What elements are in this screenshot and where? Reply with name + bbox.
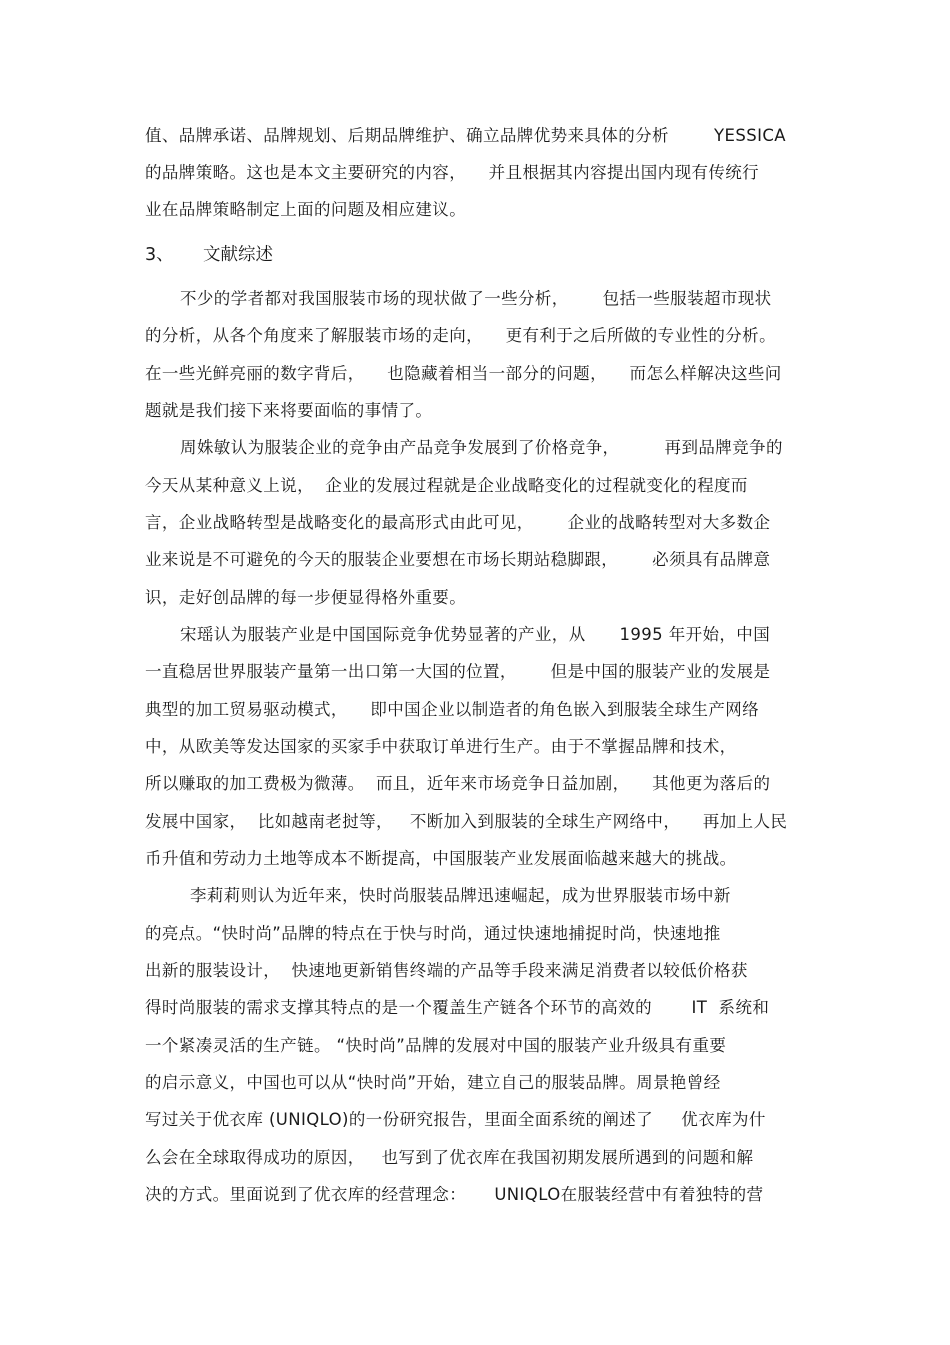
- p4-line-8: 么会在全球取得成功的原因， 也写到了优衣库在我国初期发展所遇到的问题和解: [145, 1148, 754, 1167]
- p4-line-6: 的启示意义，中国也可以从“快时尚”开始，建立自己的服装品牌。周景艳曾经: [145, 1073, 721, 1092]
- p3-line-1: 宋瑶认为服装产业是中国国际竞争优势显著的产业，从 1995 年开始，中国: [180, 625, 771, 644]
- p3-line-5: 所以赚取的加工费极为微薄。 而且，近年来市场竞争日益加剧， 其他更为落后的: [145, 774, 771, 793]
- p3-line-3: 典型的加工贸易驱动模式， 即中国企业以制造者的角色嵌入到服装全球生产网络: [145, 700, 760, 719]
- p4-line-7: 写过关于优衣库 (UNIQLO)的一份研究报告，里面全面系统的阐述了 优衣库为什: [145, 1110, 766, 1129]
- p3-line-2: 一直稳居世界服装产量第一出口第一大国的位置， 但是中国的服装产业的发展是: [145, 662, 771, 681]
- p1-line-1: 不少的学者都对我国服装市场的现状做了一些分析， 包括一些服装超市现状: [180, 289, 772, 308]
- p1-line-4: 题就是我们接下来将要面临的事情了。: [145, 401, 433, 420]
- section-number: 3、: [145, 245, 174, 265]
- p1-line-3: 在一些光鲜亮丽的数字背后， 也隐藏着相当一部分的问题， 而怎么样解决这些问: [145, 364, 782, 383]
- p4-line-3: 出新的服装设计， 快速地更新销售终端的产品等手段来满足消费者以较低价格获: [145, 961, 748, 980]
- intro-line-1: 值、品牌承诺、品牌规划、后期品牌维护、确立品牌优势来具体的分析 YESSICA: [145, 126, 786, 145]
- p4-line-2: 的亮点。“快时尚”品牌的特点在于快与时尚，通过快速地捕捉时尚，快速地推: [145, 924, 721, 943]
- p2-line-4: 业来说是不可避免的今天的服装企业要想在市场长期站稳脚跟， 必须具有品牌意: [145, 550, 771, 569]
- p4-line-9: 决的方式。里面说到了优衣库的经营理念： UNIQLO在服装经营中有着独特的营: [145, 1185, 764, 1204]
- p3-line-7: 币升值和劳动力土地等成本不断提高，中国服装产业发展面临越来越大的挑战。: [145, 849, 737, 868]
- p3-line-4: 中，从欧美等发达国家的买家手中获取订单进行生产。由于不掌握品牌和技术，: [145, 737, 737, 756]
- section-heading: [145, 244, 273, 266]
- section-title: 文献综述: [203, 245, 273, 265]
- p2-line-1: 周姝敏认为服装企业的竞争由产品竞争发展到了价格竞争， 再到品牌竞争的: [180, 438, 783, 457]
- p2-line-3: 言，企业战略转型是战略变化的最高形式由此可见， 企业的战略转型对大多数企: [145, 513, 771, 532]
- p2-line-2: 今天从某种意义上说， 企业的发展过程就是企业战略变化的过程就变化的程度而: [145, 476, 748, 495]
- p3-line-6: 发展中国家， 比如越南老挝等， 不断加入到服装的全球生产网络中， 再加上人民: [145, 812, 788, 831]
- p4-line-4: 得时尚服装的需求支撑其特点的是一个覆盖生产链各个环节的高效的 IT 系统和: [145, 998, 770, 1017]
- intro-line-3: 业在品牌策略制定上面的问题及相应建议。: [145, 200, 467, 219]
- p2-line-5: 识，走好创品牌的每一步便显得格外重要。: [145, 588, 467, 607]
- p4-line-1: 李莉莉则认为近年来，快时尚服装品牌迅速崛起，成为世界服装市场中新: [190, 886, 731, 905]
- p4-line-5: 一个紧凑灵活的生产链。 “快时尚”品牌的发展对中国的服装产业升级具有重要: [145, 1036, 727, 1055]
- p1-line-2: 的分析，从各个角度来了解服装市场的走向， 更有利于之后所做的专业性的分析。: [145, 326, 776, 345]
- intro-line-2: 的品牌策略。这也是本文主要研究的内容， 并且根据其内容提出国内现有传统行: [145, 163, 760, 182]
